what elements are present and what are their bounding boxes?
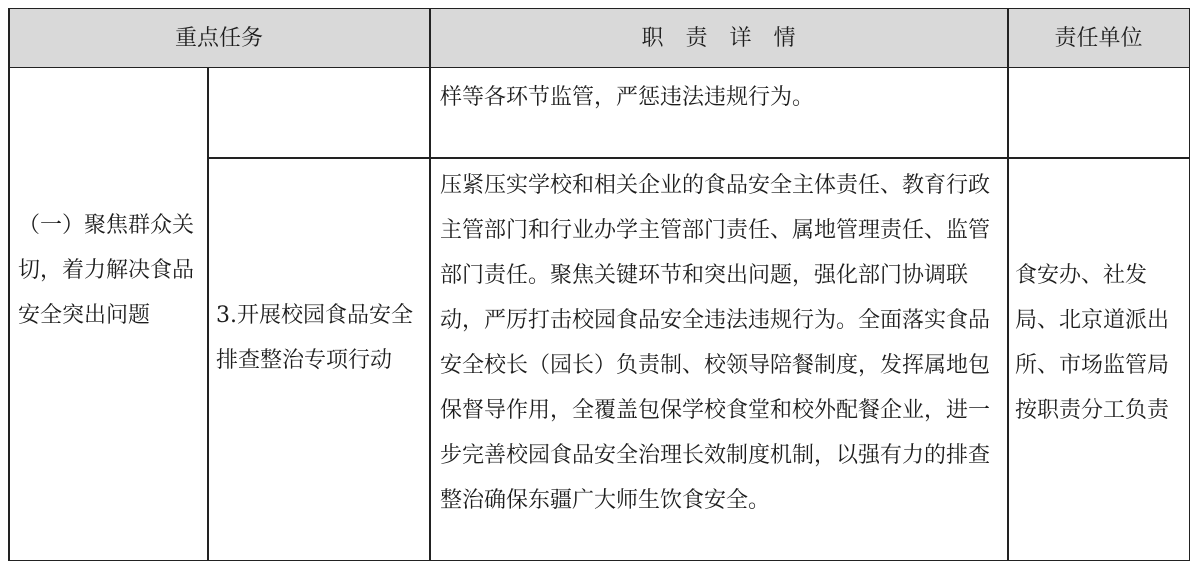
row1-duty-text: 样等各环节监管，严惩违法违规行为。 — [440, 85, 815, 110]
table-border-right — [1189, 8, 1191, 561]
table-divider-task — [207, 68, 209, 561]
table-border-bottom — [8, 560, 1190, 562]
header-duty — [430, 8, 1007, 68]
row-divider — [207, 157, 1190, 159]
header-unit-label: 责任单位 — [1054, 25, 1143, 51]
header-task — [8, 8, 430, 68]
task-text: 3.开展校园食品安全排查整治专项行动 — [216, 303, 413, 373]
header-duty-label: 职 责 详 情 — [641, 25, 796, 51]
header-task-label: 重点任务 — [174, 25, 263, 51]
category-text: （一）聚焦群众关切，着力解决食品安全突出问题 — [18, 213, 195, 328]
duty-text: 压紧压实学校和相关企业的食品安全主体责任、教育行政主管部门和行业办学主管部门责任、属地管理责任、监管部门责任。聚焦关键环节和突出问题，强化部门协调联动，严厉打击校园食品安全违法违规行为。全面落实食品安全校长（园长）负责制、校领导陪餐制度，发挥属地包保督导作用，全覆盖包保学校食堂和校外配餐企业，进一步完善校园食品安全治理长效制度机制，以强有力的排查整治确保东疆广大师生饮食安全。 — [440, 173, 991, 513]
header-unit — [1007, 8, 1190, 68]
duty-table — [8, 8, 1190, 561]
table-border-left — [8, 8, 10, 561]
table-divider-unit — [1007, 8, 1009, 561]
unit-text: 食安办、社发局、北京道派出所、市场监管局按职责分工负责 — [1015, 263, 1170, 423]
table-divider-duty — [429, 8, 431, 561]
